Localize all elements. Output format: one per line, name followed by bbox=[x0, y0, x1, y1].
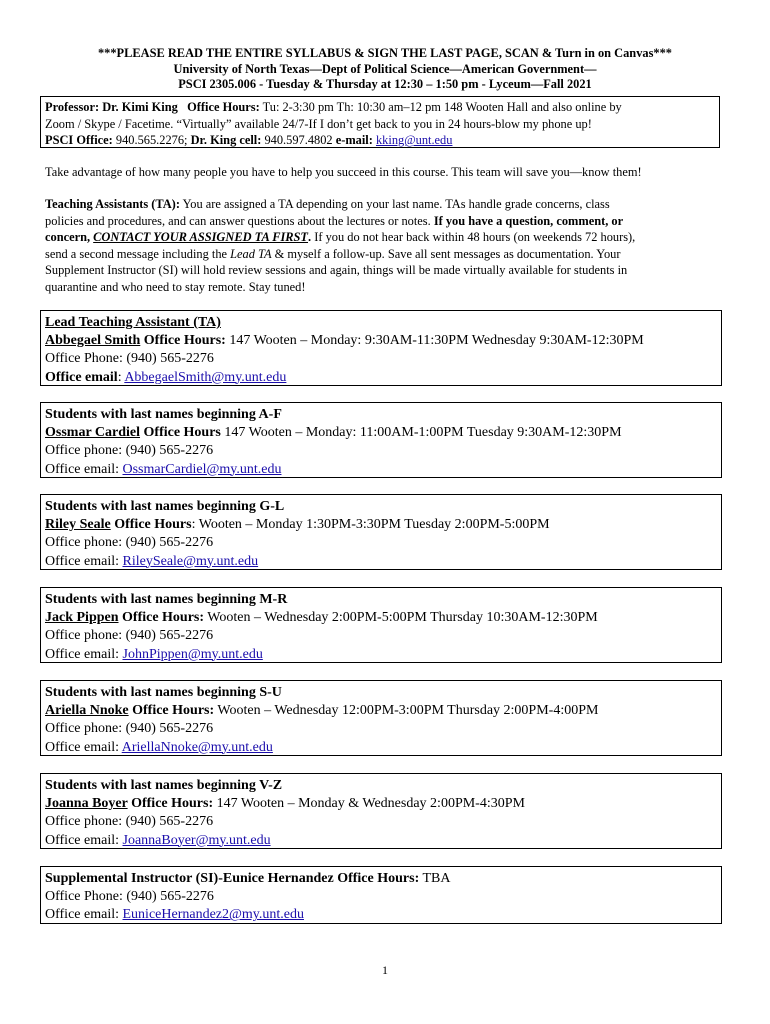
ta-name: Ossmar Cardiel bbox=[45, 425, 141, 441]
si-email-link[interactable]: EuniceHernandez2@my.unt.edu bbox=[122, 907, 304, 923]
ta-text-1: You are assigned a TA depending on your last name. TAs handle grade concerns, class bbox=[179, 197, 610, 211]
lead-ta-email-colon: : bbox=[117, 369, 125, 385]
ta-phone: Office phone: (940) 565-2276 bbox=[45, 721, 214, 737]
ta-text-4b: & myself a follow-up. Save all sent messages as documentation. Your bbox=[271, 246, 621, 261]
lead-ta-phone: Office Phone: (940) 565-2276 bbox=[45, 351, 214, 367]
cell-label: Dr. King cell: bbox=[190, 133, 262, 147]
si-hours: TBA bbox=[419, 871, 451, 886]
syllabus-header bbox=[0, 46, 770, 93]
ta-hours: : Wooten – Monday 1:30PM-3:30PM Tuesday 2:00PM-5:00PM bbox=[191, 517, 550, 533]
ta-hours-label: Office Hours: bbox=[127, 796, 214, 812]
ta-hours-label: Office Hours bbox=[140, 425, 221, 441]
ta-email-label: Office email: bbox=[45, 739, 122, 755]
ta-email-link[interactable]: OssmarCardiel@my.unt.edu bbox=[122, 461, 282, 477]
ta-box-s-u bbox=[40, 680, 722, 756]
ta-hours-label: Office Hours: bbox=[118, 610, 205, 626]
ta-box-a-f bbox=[40, 402, 722, 478]
ta-name: Ariella Nnoke bbox=[45, 703, 129, 719]
ta-text-3: If you do not hear back within 48 hours (on weekends 72 hours), bbox=[311, 230, 636, 244]
office-hours-label: Office Hours: bbox=[187, 100, 260, 114]
intro-text: Take advantage of how many people you have to help you succeed in this course. This team will save you—know them! bbox=[45, 165, 642, 179]
ta-email-link[interactable]: RileySeale@my.unt.edu bbox=[122, 553, 259, 569]
ta-group-title: Students with last names beginning A-F bbox=[45, 407, 282, 422]
professor-email-link[interactable]: kking@unt.edu bbox=[375, 133, 453, 147]
ta-text-2: policies and procedures, and can answer questions about the lectures or notes. bbox=[45, 213, 434, 228]
ta-hours: 147 Wooten – Monday: 11:00AM-1:00PM Tuesday 9:30AM-12:30PM bbox=[220, 425, 622, 441]
ta-group-title: Students with last names beginning M-R bbox=[45, 592, 288, 607]
professor-info-box bbox=[40, 96, 720, 148]
ta-hours-label: Office Hours bbox=[110, 517, 192, 533]
ta-box-m-r bbox=[40, 587, 722, 663]
lead-ta-hours-label: Office Hours: bbox=[140, 333, 226, 349]
lead-ta-box bbox=[40, 310, 722, 386]
si-phone: Office Phone: (940) 565-2276 bbox=[45, 889, 214, 905]
ta-hours: Wooten – Wednesday 12:00PM-3:00PM Thursday 2:00PM-4:00PM bbox=[214, 703, 599, 719]
ta-name: Jack Pippen bbox=[45, 610, 119, 626]
ta-group-title: Students with last names beginning V-Z bbox=[45, 778, 283, 793]
ta-email-link[interactable]: JohnPippen@my.unt.edu bbox=[122, 646, 263, 662]
ta-hours-label: Office Hours: bbox=[128, 703, 215, 719]
ta-period: . bbox=[308, 230, 312, 244]
ta-email-link[interactable]: JoannaBoyer@my.unt.edu bbox=[122, 832, 271, 848]
ta-name: Joanna Boyer bbox=[45, 796, 128, 812]
ta-label: Teaching Assistants (TA): bbox=[45, 197, 180, 211]
ta-hours: Wooten – Wednesday 2:00PM-5:00PM Thursday 10:30AM-12:30PM bbox=[204, 610, 598, 626]
ta-box-g-l bbox=[40, 494, 722, 570]
si-title: Supplemental Instructor (SI)-Eunice Hernandez Office Hours: bbox=[45, 871, 420, 886]
header-line-1: ***PLEASE READ THE ENTIRE SYLLABUS & SIGN THE LAST PAGE, SCAN & Turn in on Canvas*** bbox=[97, 46, 673, 60]
professor-label: Professor: Dr. Kimi King bbox=[45, 100, 178, 114]
header-line-2: University of North Texas—Dept of Political Science—American Government— bbox=[173, 61, 597, 76]
ta-email-label: Office email: bbox=[45, 646, 123, 662]
ta-email-label: Office email: bbox=[45, 461, 123, 477]
ta-paragraph bbox=[45, 196, 725, 295]
ta-phone: Office phone: (940) 565-2276 bbox=[45, 443, 214, 459]
lead-ta-email-label: Office email bbox=[45, 369, 118, 385]
si-email-label: Office email: bbox=[45, 907, 123, 923]
header-line-3: PSCI 2305.006 - Tuesday & Thursday at 12:30 – 1:50 pm - Lyceum—Fall 2021 bbox=[178, 77, 592, 91]
ta-name: Riley Seale bbox=[45, 517, 111, 533]
psci-office-label: PSCI Office: bbox=[45, 133, 113, 147]
ta-hours: 147 Wooten – Monday & Wednesday 2:00PM-4:30PM bbox=[213, 796, 525, 812]
ta-text-6: quarantine and who need to stay remote. Stay tuned! bbox=[45, 279, 306, 294]
cell-phone: 940.597.4802 bbox=[261, 133, 336, 147]
page-number: 1 bbox=[382, 963, 388, 977]
lead-ta-title: Lead Teaching Assistant (TA) bbox=[45, 315, 221, 330]
office-hours-text: Tu: 2-3:30 pm Th: 10:30 am–12 pm 148 Wooten Hall and also online by bbox=[259, 100, 622, 114]
ta-text-5: Supplement Instructor (SI) will hold review sessions and again, things will be made virtually available for students in bbox=[45, 263, 628, 277]
ta-group-title: Students with last names beginning S-U bbox=[45, 685, 282, 700]
si-box bbox=[40, 866, 722, 924]
ta-bold-2: If you have a question, comment, or bbox=[433, 213, 624, 228]
psci-office-phone: 940.565.2276; bbox=[112, 133, 191, 147]
lead-ta-italic: Lead TA bbox=[230, 246, 272, 261]
ta-text-4a: send a second message including the bbox=[45, 246, 231, 261]
ta-email-link[interactable]: AriellaNnoke@my.unt.edu bbox=[121, 739, 273, 755]
ta-phone: Office phone: (940) 565-2276 bbox=[45, 535, 214, 551]
lead-ta-name: Abbegael Smith bbox=[45, 333, 141, 349]
ta-group-title: Students with last names beginning G-L bbox=[45, 499, 285, 514]
lead-ta-hours: 147 Wooten – Monday: 9:30AM-11:30PM Wednesday 9:30AM-12:30PM bbox=[225, 333, 644, 349]
ta-email-label: Office email: bbox=[45, 832, 123, 848]
ta-email-label: Office email: bbox=[45, 553, 123, 569]
lead-ta-email-link[interactable]: AbbegaelSmith@my.unt.edu bbox=[124, 369, 287, 385]
contact-ta-first: CONTACT YOUR ASSIGNED TA FIRST bbox=[93, 230, 309, 244]
ta-box-v-z bbox=[40, 773, 722, 849]
email-label: e-mail: bbox=[335, 133, 373, 147]
ta-phone: Office phone: (940) 565-2276 bbox=[45, 628, 214, 644]
ta-phone: Office phone: (940) 565-2276 bbox=[45, 814, 214, 830]
virtual-availability: Zoom / Skype / Facetime. “Virtually” available 24/7-If I don’t get back to you in 24 hours-blow my phone up! bbox=[45, 116, 592, 131]
ta-bold-3: concern, bbox=[45, 230, 94, 244]
